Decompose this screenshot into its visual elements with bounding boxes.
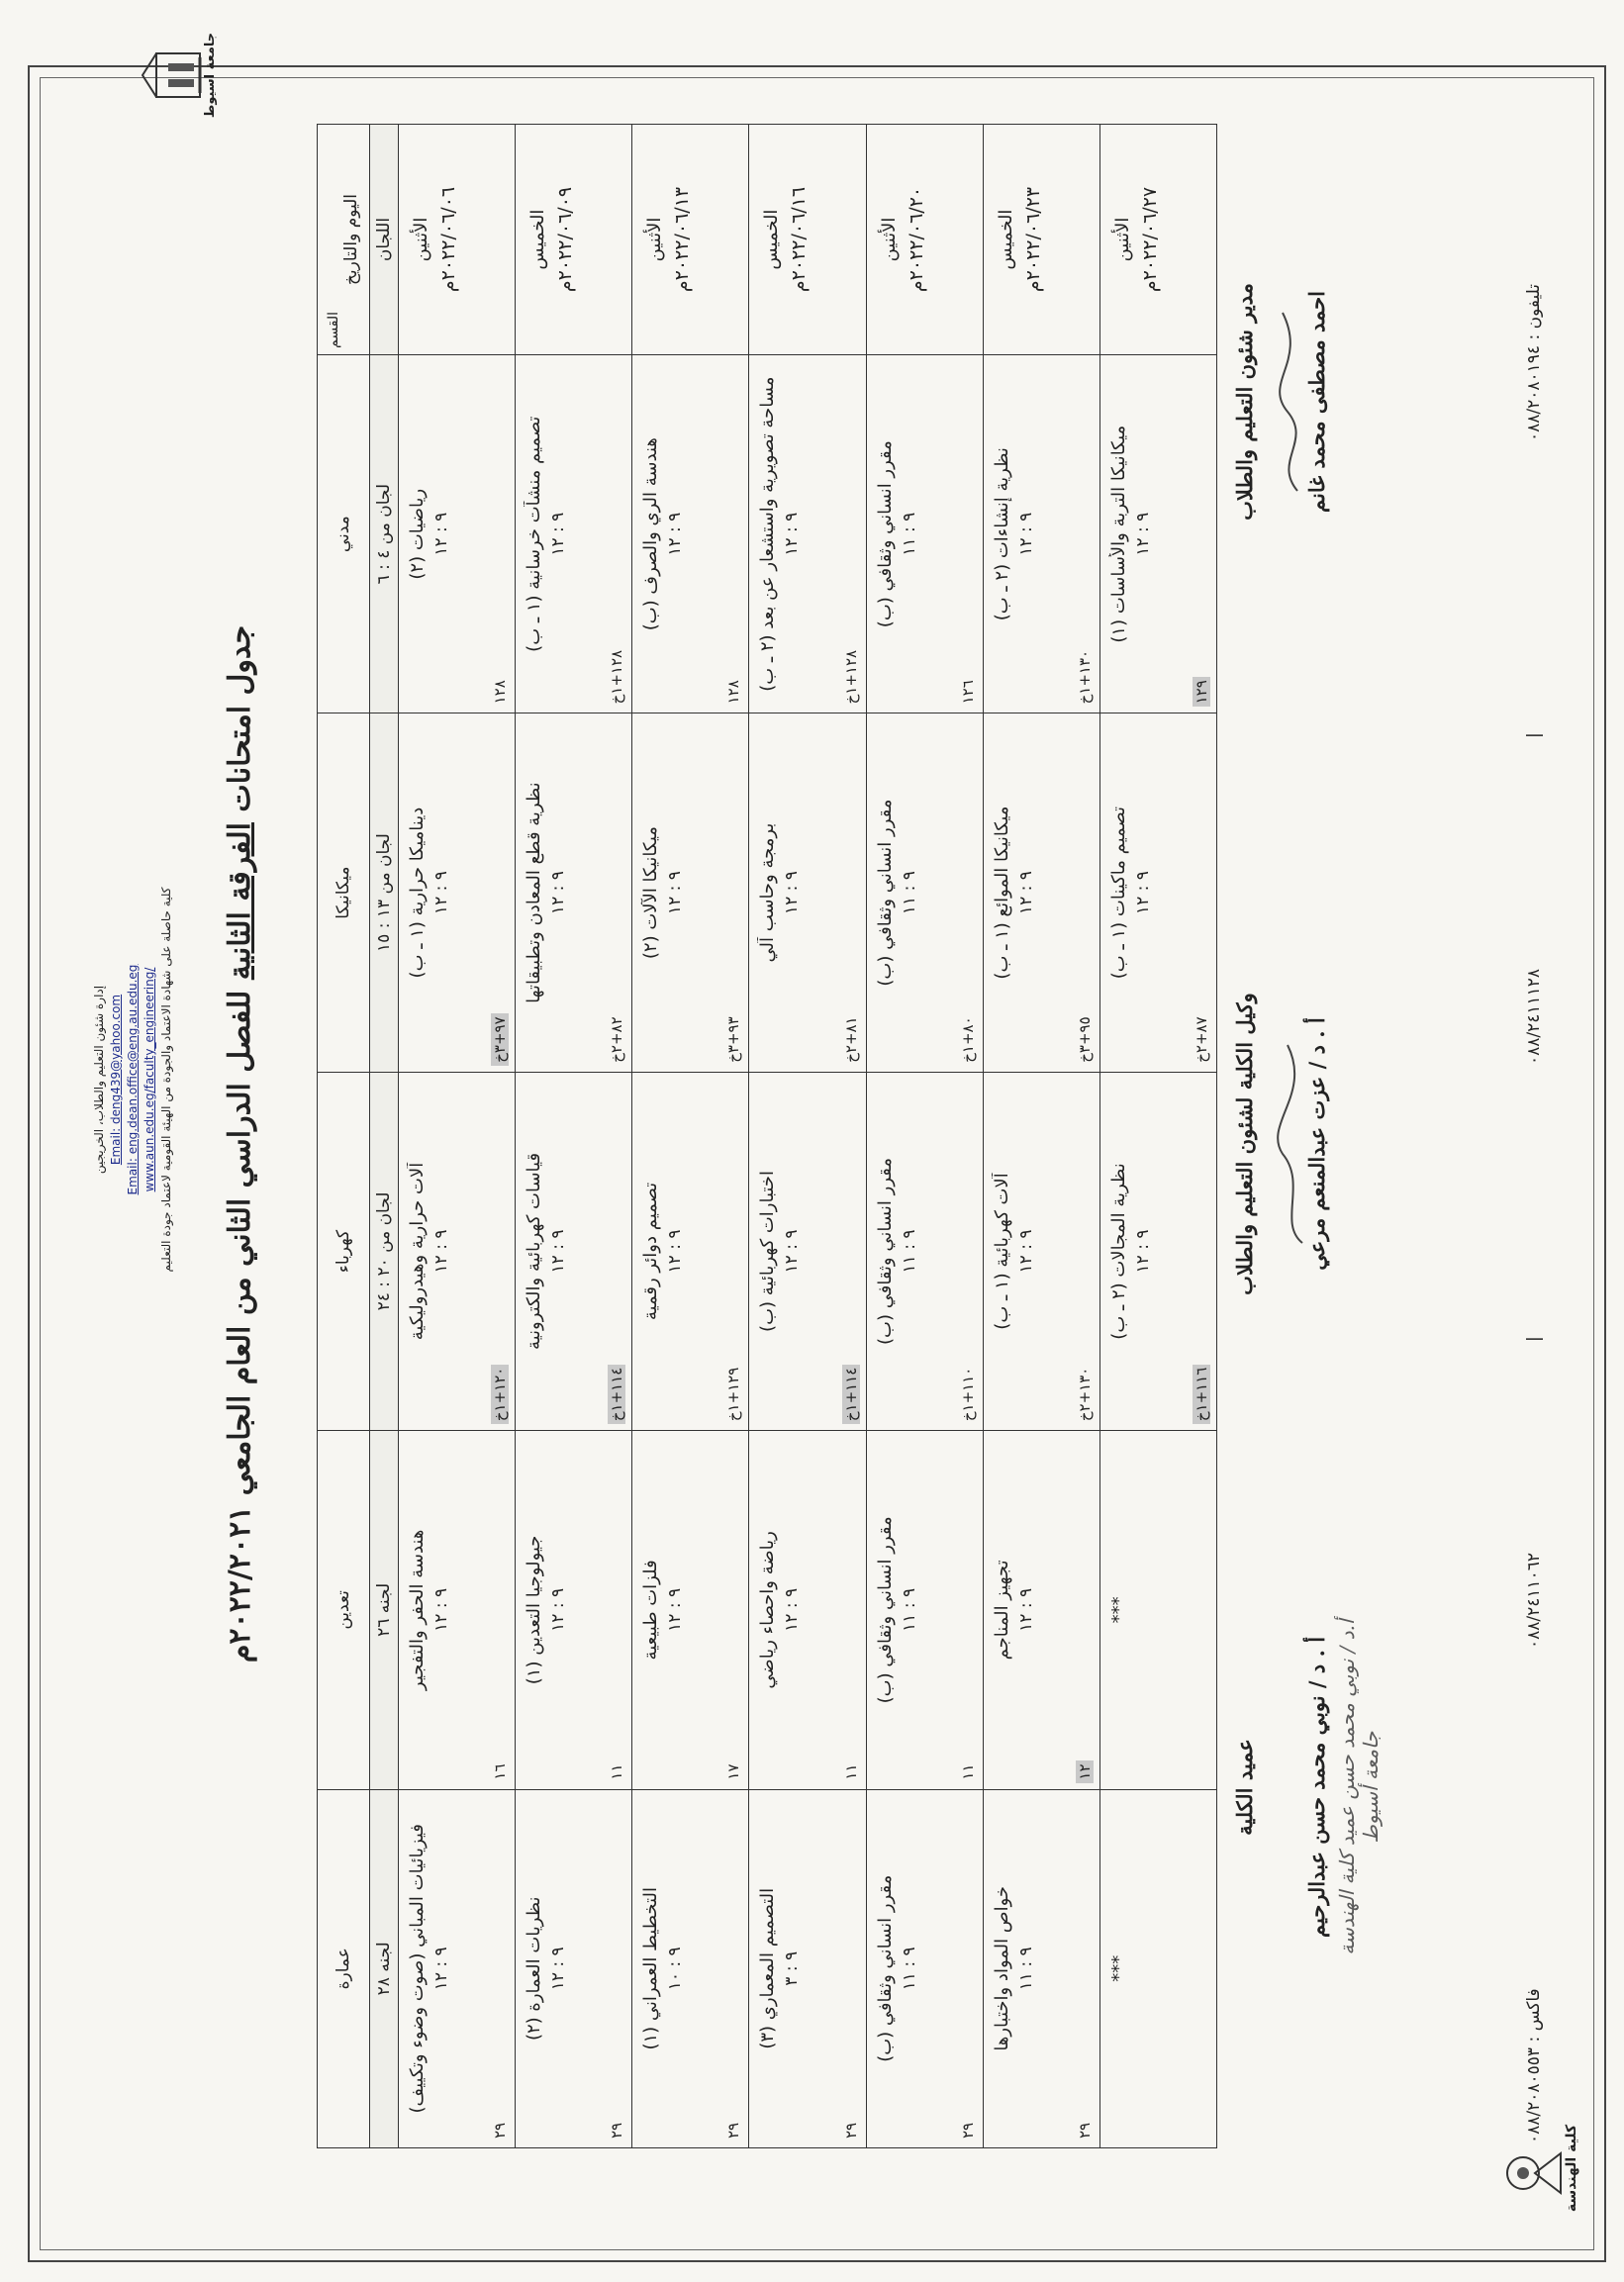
exam-time: ٩ : ١٢	[782, 512, 803, 556]
exam-time: ٩ : ١٢	[665, 871, 686, 915]
day-cell	[399, 125, 516, 355]
signature-vice-dean	[1232, 956, 1329, 1332]
university-logo-icon	[139, 46, 208, 105]
student-count: ١١٠+١خ	[958, 1367, 977, 1422]
footer-telephone: تليفون : ٠٨٨/٢٠٨٠١٩٤	[1524, 284, 1544, 441]
vice-dean-title: وكيل الكلية لشئون التعليم والطلاب	[1232, 993, 1257, 1295]
dept-header-3: تعدين	[318, 1431, 370, 1789]
exam-time: ٩ : ١٢	[1132, 1229, 1153, 1274]
lijan-header: اللجان	[370, 125, 399, 355]
student-count: ١٢٦	[958, 680, 977, 705]
faculty-logo-icon	[1499, 2143, 1569, 2203]
exam-time: ٩ : ١٢	[431, 512, 451, 556]
footer-phone-3: ٠٨٨/٢٤١١٠٦٢	[1524, 1552, 1544, 1649]
student-count: ٢٩	[958, 2122, 977, 2139]
day-name: الأثنين	[1111, 217, 1133, 262]
day-date: ٢٠٢٢/٠٦/١٦م	[788, 186, 811, 293]
student-count: ١١٦+١خ	[1193, 1365, 1210, 1425]
exam-time: ٩ : ١٢	[431, 1947, 451, 1991]
exam-time: ٩ : ١٢	[782, 871, 803, 915]
student-count: ٨٧+٢خ	[1193, 1016, 1210, 1063]
exam-cell	[1099, 1431, 1216, 1789]
student-count: ١٣٠+١خ	[1075, 649, 1094, 705]
exam-cell	[516, 1789, 632, 2147]
exam-time: ٩ : ١١	[899, 512, 919, 556]
student-count: ٩٥+٣خ	[1075, 1016, 1094, 1063]
exam-cell	[983, 1072, 1099, 1430]
lijan-cell-3: لجنه ٢٦	[370, 1431, 399, 1789]
title-year-level: الفرقة الثانية	[223, 822, 257, 981]
student-count: ١١٤+١خ	[608, 1365, 625, 1425]
day-name: الأثنين	[644, 217, 666, 262]
exam-subject: رياضة واحصاء رياضي	[757, 1531, 779, 1689]
day-cell	[632, 125, 749, 355]
exam-subject: تصميم ماكينات (١ ـ ب)	[1107, 806, 1129, 980]
exam-time: ٩ : ١٢	[782, 1229, 803, 1274]
exam-subject: نظرية المجالات (٢ ـ ب)	[1107, 1163, 1129, 1340]
exam-cell	[866, 1431, 983, 1789]
student-count: ٢٩	[491, 2122, 510, 2139]
exam-subject: ***	[1107, 1954, 1129, 1982]
exam-cell	[399, 1789, 516, 2147]
student-count: ١١	[608, 1763, 626, 1780]
exam-cell	[983, 355, 1099, 713]
exam-time: ٩ : ١٢	[548, 1229, 569, 1274]
office-contact	[91, 867, 175, 1292]
exam-subject: تصميم منشآت خرسانية (١ ـ ب)	[524, 416, 545, 652]
exam-subject: تصميم دوائر رقمية	[640, 1182, 662, 1321]
office-line: إدارة شئون التعليم والطلاب، الخريجين	[92, 985, 106, 1175]
exam-cell	[866, 1789, 983, 2147]
exam-cell	[983, 713, 1099, 1072]
exam-time: ٩ : ١٢	[1015, 871, 1036, 915]
student-count: ١٢٨	[491, 680, 510, 705]
student-count: ١٢٨+١خ	[608, 649, 626, 705]
exam-subject: ميكانيكا الموائع (١ ـ ب)	[991, 806, 1012, 980]
exam-subject: تجهيز المناجم	[991, 1560, 1012, 1661]
exam-subject: نظرية إنشاءات (٢ ـ ب)	[991, 447, 1012, 621]
title-prefix: جدول امتحانات	[223, 624, 257, 812]
student-count: ١٢٠+١خ	[491, 1365, 509, 1425]
exam-subject: مساحة تصويرية واستشعار عن بعد (٢ ـ ب)	[757, 376, 779, 692]
table-row	[632, 125, 749, 2148]
exam-time: ٩ : ١٢	[431, 871, 451, 915]
exam-cell	[749, 1431, 866, 1789]
day-date: ٢٠٢٢/٠٦/١٣م	[671, 186, 694, 293]
exam-cell	[749, 713, 866, 1072]
exam-subject: فيزيائيات المباني (صوت وضوء وتكييف)	[407, 1824, 428, 2114]
exam-time: ٩ : ١٢	[1132, 512, 1153, 556]
student-count: ١٧	[724, 1763, 743, 1780]
day-date: ٢٠٢٢/٠٦/٢٣م	[1021, 186, 1044, 293]
director-title: مدير شئون التعليم والطلاب	[1232, 283, 1257, 521]
exam-cell	[1099, 355, 1216, 713]
student-count: ١٦	[491, 1763, 510, 1780]
exam-time: ٩ : ١٢	[431, 1587, 451, 1632]
exam-cell	[516, 1431, 632, 1789]
day-cell	[516, 125, 632, 355]
title-suffix: للفصل الدراسي الثاني من العام الجامعي ٢٠٢٢/٢٠٢١م	[223, 990, 257, 1664]
student-count: ١٢٩	[1193, 677, 1210, 707]
email-2-link[interactable]: Email: eng.dean.office@eng.au.edu.eg	[126, 964, 140, 1195]
exam-subject: ميكانيكا الآلات (٢)	[640, 826, 662, 960]
day-date: ٢٠٢٢/٠٦/٢٠م	[905, 186, 927, 293]
table-row	[983, 125, 1099, 2148]
day-date: ٢٠٢٢/٠٦/٢٧م	[1138, 186, 1161, 293]
exam-cell	[632, 713, 749, 1072]
exam-time: ٩ : ١١	[1015, 1947, 1036, 1991]
exam-subject: مقرر انساني وثقافي (ب)	[874, 1516, 896, 1704]
exam-schedule-table	[317, 124, 1217, 2148]
vice-dean-name: أ . د / عزت عبدالمنعم مرعي	[1304, 1017, 1329, 1271]
day-date: ٢٠٢٢/٠٦/٠٦م	[437, 186, 459, 293]
dean-handwritten-stamp: أ.د / نوبي محمد حسن عميد كلية الهندسة جامعة أسيوط	[1335, 1619, 1383, 1955]
exam-time: ٩ : ١١	[899, 1587, 919, 1632]
exam-subject: خواص المواد واختبارها	[991, 1885, 1012, 2051]
exam-cell	[399, 355, 516, 713]
exam-subject: هندسة الري والصرف (ب)	[640, 437, 662, 631]
exam-time: ٩ : ١٢	[548, 512, 569, 556]
exam-time: ٩ : ٣	[782, 1950, 803, 1986]
email-1-link[interactable]: Email: deng439@yahoo.com	[109, 994, 123, 1166]
student-count: ١٢٩+١خ	[724, 1367, 743, 1422]
student-count: ٢٩	[724, 2122, 743, 2139]
exam-subject: مقرر انساني وثقافي (ب)	[874, 1874, 896, 2062]
dept-header-1: ميكانيكا	[318, 713, 370, 1072]
exam-cell	[866, 355, 983, 713]
student-count: ١٢٨+١خ	[841, 649, 860, 705]
exam-subject: اختبارات كهربائية (ب)	[757, 1171, 779, 1332]
day-name: الخميس	[527, 209, 549, 270]
table-row	[1099, 125, 1216, 2148]
footer-separator: |	[1524, 1336, 1544, 1342]
day-date: ٢٠٢٢/٠٦/٠٩م	[554, 186, 577, 293]
exam-time: ٩ : ١٢	[1015, 1587, 1036, 1632]
faculty-name: كلية الهندسة	[1564, 2124, 1579, 2213]
exam-cell	[866, 713, 983, 1072]
exam-cell	[516, 1072, 632, 1430]
student-count: ٨٠+١خ	[958, 1016, 977, 1063]
exam-subject: فلزات طبيعية	[640, 1560, 662, 1661]
exam-time: ٩ : ١٢	[431, 1229, 451, 1274]
exam-subject: رياضيات (٢)	[407, 488, 428, 580]
director-name: احمد مصطفى محمد غانم	[1304, 291, 1329, 513]
student-count: ٢٩	[608, 2122, 626, 2139]
day-cell	[1099, 125, 1216, 355]
exam-cell	[749, 355, 866, 713]
day-cell	[749, 125, 866, 355]
lijan-cell-2: لجان من ٢٠ : ٢٤	[370, 1072, 399, 1430]
exam-subject: نظريات العمارة (٢)	[524, 1896, 545, 2042]
website-link[interactable]: www.aun.edu.eg/faculty_engineering/	[143, 967, 156, 1192]
exam-cell	[866, 1072, 983, 1430]
day-header-label: اليوم والتاريخ	[341, 193, 361, 286]
exam-cell	[516, 355, 632, 713]
dept-header-2: كهرباء	[318, 1072, 370, 1430]
signature-dean	[1232, 1599, 1383, 1975]
exam-subject: قياسات كهربائية والكترونية	[524, 1152, 545, 1351]
exam-subject: ***	[1107, 1596, 1129, 1624]
dept-header-0: مدني	[318, 355, 370, 713]
dept-header-4: عمارة	[318, 1789, 370, 2147]
exam-time: ٩ : ١٢	[665, 1587, 686, 1632]
exam-cell	[1099, 1072, 1216, 1430]
table-row	[749, 125, 866, 2148]
table-row	[516, 125, 632, 2148]
student-count: ٩٣+٣خ	[724, 1016, 743, 1063]
exam-cell	[632, 355, 749, 713]
student-count: ١٣٠+٢خ	[1075, 1367, 1094, 1422]
exam-subject: برمجة وحاسب آلي	[757, 822, 779, 963]
day-header	[318, 125, 370, 355]
lijan-cell-1: لجان من ١٣ : ١٥	[370, 713, 399, 1072]
exam-subject: آلات كهربائية (١ ـ ب)	[991, 1173, 1012, 1330]
exam-subject: نظرية قطع المعادن وتطبيقاتها	[524, 782, 545, 1003]
student-count: ٨١+٢خ	[841, 1016, 860, 1063]
student-count: ٢٩	[1075, 2122, 1094, 2139]
exam-time: ٩ : ١٢	[665, 1229, 686, 1274]
exam-subject: ميكانيكا التربة والأساسات (١)	[1107, 425, 1129, 643]
exam-cell	[749, 1789, 866, 2147]
exam-cell	[1099, 1789, 1216, 2147]
student-count: ١٢	[1076, 1760, 1094, 1782]
exam-time: ٩ : ١٠	[665, 1947, 686, 1991]
day-name: الخميس	[995, 209, 1016, 270]
dean-name: أ . د / نوبي محمد حسن عبدالرحيم	[1304, 1636, 1329, 1939]
exam-time: ٩ : ١٢	[1015, 512, 1036, 556]
exam-time: ٩ : ١٢	[665, 512, 686, 556]
student-count: ١٢٨	[724, 680, 743, 705]
exam-cell	[399, 1431, 516, 1789]
student-count: ٢٩	[841, 2122, 860, 2139]
exam-subject: مقرر انساني وثقافي (ب)	[874, 799, 896, 987]
exam-cell	[1099, 713, 1216, 1072]
accreditation-note: كلية حاصلة على شهادة الاعتماد والجودة من الهيئة القومية لاعتماد جودة التعليم	[159, 887, 173, 1273]
exam-subject: هندسة الحفر والتفجير	[407, 1529, 428, 1691]
table-row	[399, 125, 516, 2148]
lijan-cell-0: لجان من ٤ : ٦	[370, 355, 399, 713]
exam-subject: جيولوجيا التعدين (١)	[524, 1535, 545, 1685]
exam-cell	[983, 1789, 1099, 2147]
exam-subject: التخطيط العمراني (١)	[640, 1887, 662, 2050]
student-count: ٩٧+٣خ	[491, 1013, 509, 1065]
university-name: جامعة اسيوط	[203, 32, 218, 119]
student-count: ٨٢+٢خ	[608, 1016, 626, 1063]
day-cell	[866, 125, 983, 355]
day-name: الأثنين	[878, 217, 900, 262]
day-cell	[983, 125, 1099, 355]
lijan-cell-4: لجنه ٢٨	[370, 1789, 399, 2147]
footer-phone-2: ٠٨٨/٢٤١١١٢٨	[1524, 968, 1544, 1065]
director-signature-icon	[1268, 303, 1317, 501]
student-count: ١١	[841, 1763, 860, 1780]
exam-cell	[632, 1431, 749, 1789]
exam-time: ٩ : ١١	[899, 871, 919, 915]
exam-cell	[516, 713, 632, 1072]
page-title	[223, 303, 257, 1985]
exam-subject: مقرر انساني وثقافي (ب)	[874, 440, 896, 628]
exam-cell	[632, 1072, 749, 1430]
exam-cell	[399, 713, 516, 1072]
exam-subject: ديناميكا حرارية (١ ـ ب)	[407, 807, 428, 979]
exam-time: ٩ : ١٢	[1015, 1229, 1036, 1274]
exam-cell	[983, 1431, 1099, 1789]
exam-time: ٩ : ١٢	[548, 871, 569, 915]
exam-subject: التصميم المعماري (٣)	[757, 1887, 779, 2049]
exam-cell	[749, 1072, 866, 1430]
exam-time: ٩ : ١٢	[1132, 871, 1153, 915]
footer-fax: فاكس : ٠٨٨/٢٠٨٠٥٥٣	[1524, 1988, 1544, 2143]
exam-cell	[399, 1072, 516, 1430]
dept-header-label: القسم	[326, 311, 341, 348]
dean-title: عميد الكلية	[1232, 1739, 1257, 1836]
vice-dean-signature-icon	[1268, 1035, 1317, 1253]
day-name: الخميس	[761, 209, 783, 270]
exam-time: ٩ : ١١	[899, 1229, 919, 1274]
footer-separator: |	[1524, 732, 1544, 738]
exam-time: ٩ : ١١	[899, 1947, 919, 1991]
table-row	[866, 125, 983, 2148]
student-count: ١١٤+١خ	[842, 1365, 860, 1425]
exam-subject: آلات حرارية وهيدروليكية	[407, 1162, 428, 1341]
exam-time: ٩ : ١٢	[548, 1587, 569, 1632]
signature-director	[1232, 224, 1329, 580]
exam-cell	[632, 1789, 749, 2147]
exam-subject: مقرر انساني وثقافي (ب)	[874, 1157, 896, 1345]
exam-time: ٩ : ١٢	[548, 1947, 569, 1991]
exam-time: ٩ : ١٢	[782, 1587, 803, 1632]
student-count: ١١	[958, 1763, 977, 1780]
day-name: الأثنين	[411, 217, 431, 262]
